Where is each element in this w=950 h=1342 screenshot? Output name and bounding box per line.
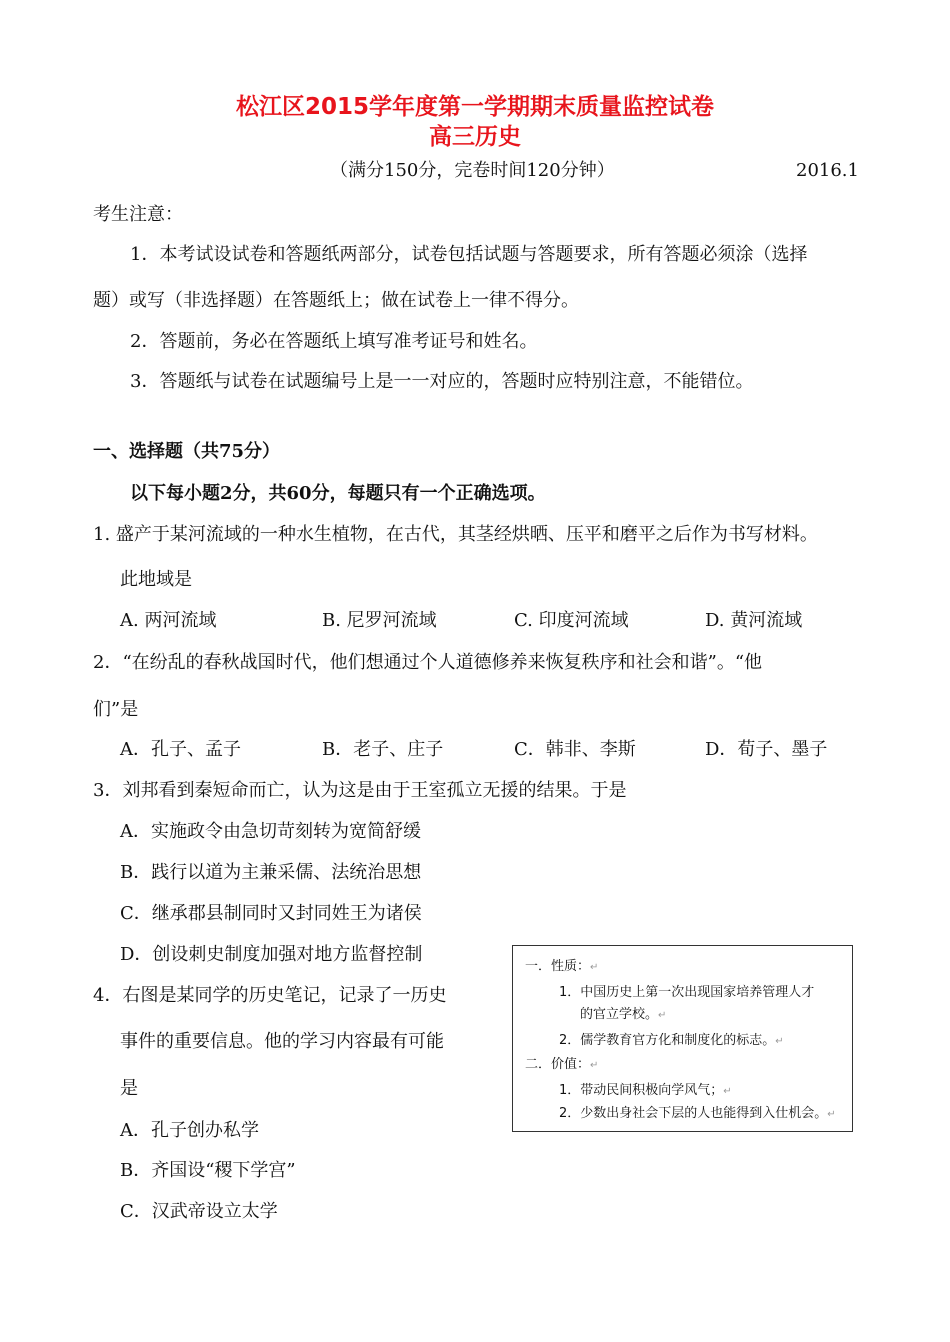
return-mark-icon: ↵	[723, 1086, 732, 1097]
question-1-option-d: D. 黄河流域	[705, 610, 803, 631]
question-4-option-b: B．齐国设“稷下学宫”	[120, 1160, 296, 1181]
question-3-stem: 3．刘邦看到秦短命而亡，认为这是由于王室孤立无援的结果。于是	[93, 780, 627, 801]
question-4-option-a: A．孔子创办私学	[120, 1120, 259, 1141]
return-mark-icon: ↵	[775, 1036, 784, 1047]
return-mark-icon: ↵	[590, 1060, 599, 1071]
question-1-option-b: B. 尼罗河流域	[322, 610, 437, 631]
question-2-stem: 2．“在纷乱的春秋战国时代，他们想通过个人道德修养来恢复秩序和社会和谐”。“他	[93, 652, 763, 673]
notes-heading-nature: 一．性质：↵	[525, 959, 599, 974]
question-2-option-c: C．韩非、李斯	[514, 739, 636, 760]
notice-item-3: 3．答题纸与试卷在试题编号上是一一对应的，答题时应特别注意，不能错位。	[130, 371, 754, 392]
question-4-stem-cont-2: 是	[120, 1078, 138, 1099]
question-2-option-d: D．荀子、墨子	[705, 739, 828, 760]
section-heading: 一、选择题（共75分）	[93, 441, 281, 462]
exam-date: 2016.1	[796, 160, 859, 181]
question-3-option-d: D．创设刺史制度加强对地方监督控制	[120, 944, 423, 965]
question-1-stem: 1. 盛产于某河流域的一种水生植物，在古代，其茎经烘晒、压平和磨平之后作为书写材料。	[93, 524, 818, 545]
exam-title: 松江区2015学年度第一学期期末质量监控试卷	[235, 94, 714, 120]
history-notes-figure	[512, 945, 853, 1132]
exam-subject: 高三历史	[429, 124, 521, 150]
question-1-option-c: C. 印度河流域	[514, 610, 629, 631]
notes-value-item-1: 1．带动民间积极向学风气；↵	[559, 1083, 732, 1098]
return-mark-icon: ↵	[827, 1109, 836, 1120]
notice-item-2: 2．答题前，务必在答题纸上填写准考证号和姓名。	[130, 331, 538, 352]
question-3-option-b: B．践行以道为主兼采儒、法统治思想	[120, 862, 422, 883]
notice-item-1-cont: 题）或写（非选择题）在答题纸上；做在试卷上一律不得分。	[93, 290, 579, 311]
question-1-stem-cont: 此地域是	[120, 569, 192, 590]
notes-nature-item-2: 2．儒学教育官方化和制度化的标志。↵	[559, 1033, 784, 1048]
question-4-stem-cont: 事件的重要信息。他的学习内容最有可能	[120, 1031, 444, 1052]
notes-nature-item-1-cont: 的官立学校。↵	[580, 1007, 667, 1022]
question-4-stem: 4．右图是某同学的历史笔记，记录了一历史	[93, 985, 447, 1006]
return-mark-icon: ↵	[590, 962, 599, 973]
question-3-option-c: C．继承郡县制同时又封同姓王为诸侯	[120, 903, 422, 924]
notes-heading-value: 二．价值：↵	[525, 1057, 599, 1072]
question-2-option-a: A．孔子、孟子	[120, 739, 241, 760]
exam-info: （满分150分，完卷时间120分钟）	[330, 160, 615, 181]
return-mark-icon: ↵	[658, 1010, 667, 1021]
question-3-option-a: A．实施政令由急切苛刻转为宽简舒缓	[120, 821, 421, 842]
question-2-stem-cont: 们”是	[93, 699, 139, 720]
section-instruction: 以下每小题2分，共60分，每题只有一个正确选项。	[130, 483, 546, 504]
notes-value-item-2: 2．少数出身社会下层的人也能得到入仕机会。↵	[559, 1106, 836, 1121]
question-1-option-a: A. 两河流域	[120, 610, 217, 631]
question-4-option-c: C．汉武帝设立太学	[120, 1201, 278, 1222]
notice-item-1: 1．本考试设试卷和答题纸两部分，试卷包括试题与答题要求，所有答题必须涂（选择	[130, 244, 808, 265]
question-2-option-b: B．老子、庄子	[322, 739, 444, 760]
notes-nature-item-1: 1．中国历史上第一次出现国家培养管理人才	[559, 985, 815, 1000]
notice-heading: 考生注意：	[93, 204, 183, 225]
